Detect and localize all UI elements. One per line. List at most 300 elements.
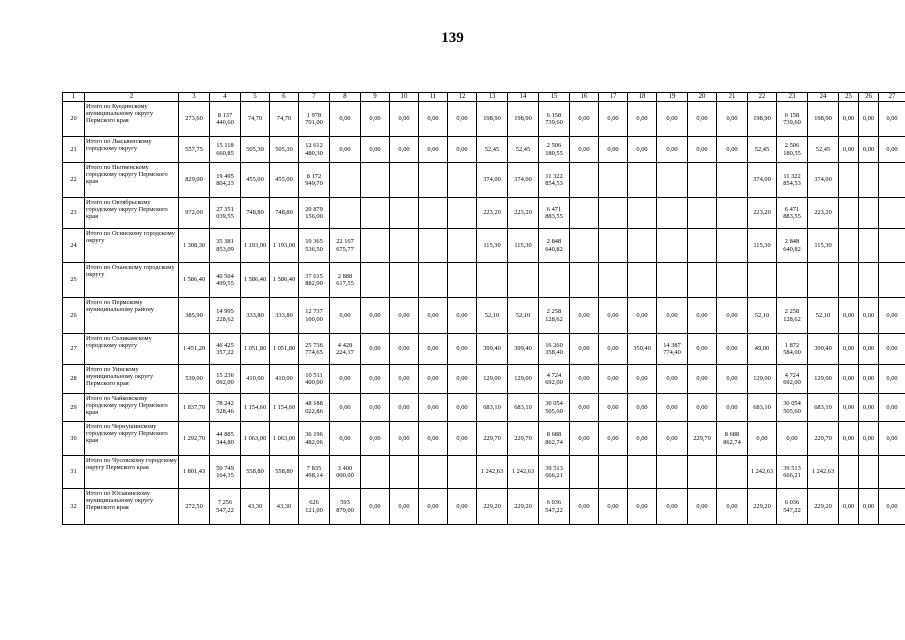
table-cell: 0,00 [628,422,657,456]
table-cell: 0,00 [390,422,419,456]
table-cell [628,456,657,489]
table-cell [390,229,419,263]
table-cell [628,163,657,198]
table-cell [859,163,879,198]
table-cell: 2 258 128,62 [539,298,570,334]
column-header: 14 [508,93,539,102]
table-cell: 0,00 [448,365,477,394]
table-row [63,422,905,456]
table-cell: 52,10 [748,298,777,334]
table-cell [717,163,748,198]
table-cell: 410,00 [270,365,299,394]
table-cell [717,198,748,229]
column-header: 24 [808,93,839,102]
table-cell: 0,00 [717,489,748,525]
table-cell: 0,00 [717,102,748,137]
table-cell [361,456,390,489]
table-cell: 1 051,80 [241,334,270,365]
row-number-cell: 26 [63,298,85,334]
table-cell: 129,00 [477,365,508,394]
row-number-cell: 27 [63,334,85,365]
table-cell [570,263,599,298]
table-cell [419,456,448,489]
table-cell: 748,80 [270,198,299,229]
table-cell: 46 425 357,22 [210,334,241,365]
table-cell: 36 196 482,06 [299,422,330,456]
table-cell: 15 236 092,00 [210,365,241,394]
table-cell: 385,90 [179,298,210,334]
table-cell: 0,00 [599,422,628,456]
table-cell: 6 036 547,22 [777,489,808,525]
table-row [63,365,905,394]
table-cell: 115,30 [477,229,508,263]
table-cell: 78 242 528,46 [210,394,241,422]
table-cell [448,163,477,198]
table-cell [361,263,390,298]
table-cell: 350,40 [628,334,657,365]
table-cell: 0,00 [879,489,905,525]
table-cell: 0,00 [688,102,717,137]
table-cell: 0,00 [390,298,419,334]
table-cell [419,263,448,298]
table-cell [599,229,628,263]
table-cell: 129,00 [508,365,539,394]
table-cell: 2 848 640,82 [539,229,570,263]
table-cell: 52,45 [748,137,777,163]
table-cell: 0,00 [657,102,688,137]
table-cell: 0,00 [839,334,859,365]
table-cell: 1 154,60 [241,394,270,422]
column-header: 17 [599,93,628,102]
column-header: 7 [299,93,330,102]
table-cell: 3 400 000,00 [330,456,361,489]
table-cell: 115,30 [748,229,777,263]
table-cell: 0,00 [448,334,477,365]
table-cell [839,263,859,298]
table-cell: 0,00 [879,102,905,137]
table-cell: 0,00 [717,334,748,365]
table-cell: 0,00 [839,137,859,163]
row-number-cell: 22 [63,163,85,198]
table-cell [599,163,628,198]
table-cell: 7 256 547,22 [210,489,241,525]
table-cell: 1 193,00 [241,229,270,263]
table-row [63,489,905,525]
table-cell: 0,00 [419,489,448,525]
table-cell: 410,00 [241,365,270,394]
table-cell: 223,20 [748,198,777,229]
table-cell: 0,00 [879,298,905,334]
table-cell: 0,00 [570,394,599,422]
table-cell: 52,45 [508,137,539,163]
table-cell: 0,00 [859,334,879,365]
table-cell: 8 172 949,70 [299,163,330,198]
table-cell: 0,00 [361,365,390,394]
table-cell [657,263,688,298]
table-cell: 0,00 [419,365,448,394]
table-cell: 0,00 [657,137,688,163]
table-cell: 30 054 505,60 [777,394,808,422]
table-cell: 0,00 [879,422,905,456]
table-cell [599,456,628,489]
table-cell: 52,10 [808,298,839,334]
column-header: 27 [879,93,905,102]
table-cell: 43,30 [241,489,270,525]
row-number-cell: 28 [63,365,85,394]
table-cell: 0,00 [361,298,390,334]
table-cell: 0,00 [628,489,657,525]
table-cell: 30 054 505,60 [539,394,570,422]
table-cell: 683,10 [748,394,777,422]
municipality-name-cell: Итого по Октябрьскому городскому округу Пермского края [85,198,179,229]
column-header: 3 [179,93,210,102]
table-cell: 1 451,20 [179,334,210,365]
table-cell: 0,00 [657,489,688,525]
table-cell: 333,80 [270,298,299,334]
table-cell [657,163,688,198]
table-cell: 0,00 [419,394,448,422]
row-number-cell: 24 [63,229,85,263]
table-cell: 0,00 [570,298,599,334]
column-header: 4 [210,93,241,102]
table-cell: 14 387 774,40 [657,334,688,365]
table-cell: 198,90 [748,102,777,137]
table-cell [657,198,688,229]
table-cell: 455,00 [241,163,270,198]
table-cell [628,198,657,229]
table-cell: 223,20 [808,198,839,229]
table-cell [688,198,717,229]
column-header: 23 [777,93,808,102]
table-cell: 0,00 [688,298,717,334]
row-number-cell: 30 [63,422,85,456]
table-cell: 14 995 228,62 [210,298,241,334]
table-cell: 1 872 584,00 [777,334,808,365]
table-cell [599,198,628,229]
row-number-cell: 32 [63,489,85,525]
table-cell: 4 724 692,00 [777,365,808,394]
table-cell: 0,00 [330,298,361,334]
table-cell [390,456,419,489]
table-cell: 273,60 [179,102,210,137]
table-cell: 1 292,70 [179,422,210,456]
table-cell: 0,00 [599,365,628,394]
table-cell [390,198,419,229]
table-cell [628,263,657,298]
table-cell [477,263,508,298]
table-cell: 0,00 [390,394,419,422]
table-cell: 19 495 804,23 [210,163,241,198]
table-cell [448,198,477,229]
table-cell: 0,00 [419,137,448,163]
table-cell: 37 615 882,00 [299,263,330,298]
table-cell: 1 242,63 [808,456,839,489]
table-cell: 0,00 [570,422,599,456]
table-cell: 0,00 [570,489,599,525]
table-cell: 0,00 [628,137,657,163]
table-cell: 8 688 862,74 [717,422,748,456]
table-cell: 0,00 [599,298,628,334]
table-cell [330,163,361,198]
column-header: 9 [361,93,390,102]
table-cell: 0,00 [657,394,688,422]
table-cell: 223,20 [508,198,539,229]
table-cell: 505,30 [241,137,270,163]
table-cell: 0,00 [859,137,879,163]
table-cell: 22 167 675,77 [330,229,361,263]
table-cell: 1 063,00 [241,422,270,456]
table-cell: 52,10 [477,298,508,334]
page-number: 139 [441,30,464,46]
table-cell: 198,90 [477,102,508,137]
table-cell: 539,00 [179,365,210,394]
table-cell: 399,40 [508,334,539,365]
table-cell: 74,70 [270,102,299,137]
table-cell: 229,20 [748,489,777,525]
header-row [63,93,905,102]
table-cell: 0,00 [879,137,905,163]
table-row [63,229,905,263]
table-row [63,298,905,334]
row-number-cell: 20 [63,102,85,137]
row-number-cell: 29 [63,394,85,422]
table-cell: 198,90 [808,102,839,137]
table-cell [657,229,688,263]
municipality-name-cell: Итого по Юсьвинскому муниципальному округу Пермского края [85,489,179,525]
table-cell: 115,30 [508,229,539,263]
table-cell [879,263,905,298]
table-cell: 0,00 [419,102,448,137]
table-cell: 0,00 [657,422,688,456]
table-cell: 1 978 701,00 [299,102,330,137]
column-header: 6 [270,93,299,102]
table-cell [628,229,657,263]
table-cell [879,456,905,489]
table-cell: 50 749 164,35 [210,456,241,489]
table-cell: 43,30 [270,489,299,525]
table-cell: 6 036 547,22 [539,489,570,525]
table-cell [508,263,539,298]
row-number-cell: 25 [63,263,85,298]
table-cell: 8 137 440,60 [210,102,241,137]
table-cell: 972,00 [179,198,210,229]
table-row [63,456,905,489]
table-cell [688,229,717,263]
table-cell: 0,00 [628,365,657,394]
table-cell: 558,80 [241,456,270,489]
table-cell: 0,00 [361,489,390,525]
table-cell: 0,00 [330,394,361,422]
table-cell: 2 258 128,62 [777,298,808,334]
table-cell: 1 063,00 [270,422,299,456]
table-cell: 40 504 499,55 [210,263,241,298]
table-cell: 10 511 400,00 [299,365,330,394]
table-cell [839,163,859,198]
table-cell [879,198,905,229]
column-header: 19 [657,93,688,102]
table-cell: 10 365 536,50 [299,229,330,263]
table-cell: 39 513 666,21 [777,456,808,489]
table-cell: 0,00 [717,365,748,394]
table-cell: 6 471 883,55 [539,198,570,229]
table-cell: 2 848 640,82 [777,229,808,263]
table-row [63,198,905,229]
table-row [63,163,905,198]
table-cell: 0,00 [628,298,657,334]
table-cell: 0,00 [448,137,477,163]
table-cell: 11 322 854,53 [777,163,808,198]
table-cell [419,198,448,229]
table-cell [448,229,477,263]
table-cell: 52,45 [477,137,508,163]
table-cell: 0,00 [570,102,599,137]
table-cell: 374,00 [808,163,839,198]
table-cell: 0,00 [688,394,717,422]
table-cell: 505,30 [270,137,299,163]
table-cell: 1 586,40 [270,263,299,298]
column-header: 1 [63,93,85,102]
municipality-name-cell: Итого по Уинскому муниципальному округу Пермского края [85,365,179,394]
column-header: 5 [241,93,270,102]
table-cell: 0,00 [599,394,628,422]
municipality-name-cell: Итого по Куединскому муниципальному округу Пермского края [85,102,179,137]
table-cell: 0,00 [839,298,859,334]
table-cell [859,456,879,489]
column-header: 25 [839,93,859,102]
table-cell: 8 688 862,74 [539,422,570,456]
column-header: 8 [330,93,361,102]
table-cell: 1 801,43 [179,456,210,489]
table-cell: 0,00 [688,365,717,394]
table-cell: 129,00 [808,365,839,394]
table-cell [570,229,599,263]
table-cell: 0,00 [448,489,477,525]
table-cell: 44 885 344,80 [210,422,241,456]
table-cell [390,163,419,198]
table-cell: 0,00 [859,394,879,422]
table-cell: 0,00 [448,394,477,422]
municipality-name-cell: Итого по Лысьвенскому городскому округу [85,137,179,163]
table-cell: 198,90 [508,102,539,137]
table-cell: 0,00 [330,365,361,394]
table-cell: 25 736 774,65 [299,334,330,365]
table-cell: 455,00 [270,163,299,198]
table-cell: 0,00 [688,489,717,525]
column-header: 13 [477,93,508,102]
table-cell [717,229,748,263]
table-cell: 0,00 [859,489,879,525]
table-cell [361,198,390,229]
table-cell [839,198,859,229]
table-cell: 0,00 [599,489,628,525]
municipality-name-cell: Итого по Чайковскому городскому округу Пермского края [85,394,179,422]
table-cell: 374,00 [748,163,777,198]
municipality-name-cell: Итого по Осинскому городскому округу [85,229,179,263]
municipality-name-cell: Итого по Соликамскому городскому округу [85,334,179,365]
table-cell: 0,00 [570,137,599,163]
table-cell: 7 835 498,14 [299,456,330,489]
table-cell: 2 506 180,55 [539,137,570,163]
table-cell: 11 322 854,53 [539,163,570,198]
table-cell: 6 158 739,60 [539,102,570,137]
table-cell [839,456,859,489]
table-cell: 1 242,63 [508,456,539,489]
table-cell: 1 586,40 [179,263,210,298]
column-header: 21 [717,93,748,102]
table-cell: 16 260 358,40 [539,334,570,365]
table-cell: 2 506 180,55 [777,137,808,163]
table-cell: 229,70 [477,422,508,456]
table-cell: 0,00 [390,137,419,163]
table-cell: 0,00 [859,102,879,137]
table-cell: 0,00 [419,334,448,365]
table-cell [688,163,717,198]
row-number-cell: 23 [63,198,85,229]
table-cell: 748,80 [241,198,270,229]
table-cell [330,198,361,229]
table-cell: 0,00 [361,102,390,137]
table-cell: 399,40 [477,334,508,365]
column-header: 11 [419,93,448,102]
table-cell [599,263,628,298]
table-cell: 557,75 [179,137,210,163]
table-cell: 0,00 [859,298,879,334]
table-cell: 0,00 [859,422,879,456]
table-cell: 0,00 [361,137,390,163]
table-cell: 35 381 853,09 [210,229,241,263]
table-row [63,394,905,422]
table-cell: 0,00 [688,334,717,365]
table-cell [839,229,859,263]
table-cell [859,229,879,263]
table-cell [717,456,748,489]
column-header: 16 [570,93,599,102]
municipality-name-cell: Итого по Оханскому городскому округу [85,263,179,298]
table-cell: 1 154,60 [270,394,299,422]
table-cell: 20 879 156,00 [299,198,330,229]
table-cell: 0,00 [570,334,599,365]
table-cell: 1 242,63 [748,456,777,489]
municipality-name-cell: Итого по Пермскому муниципальному району [85,298,179,334]
table-cell: 1 051,80 [270,334,299,365]
table-cell: 0,00 [390,489,419,525]
column-header: 22 [748,93,777,102]
column-header: 12 [448,93,477,102]
table-cell: 229,20 [477,489,508,525]
table-cell: 1 193,00 [270,229,299,263]
table-cell: 229,20 [508,489,539,525]
table-cell: 0,00 [361,422,390,456]
table-cell [419,163,448,198]
table-cell: 0,00 [390,334,419,365]
table-cell [448,456,477,489]
table-cell: 229,20 [808,489,839,525]
table-cell: 374,00 [477,163,508,198]
table-cell: 12 737 100,00 [299,298,330,334]
table-cell: 0,00 [599,102,628,137]
table-cell: 0,00 [688,137,717,163]
municipality-name-cell: Итого по Нытвенскому городскому округу Пермского края [85,163,179,198]
table-cell: 6 471 883,55 [777,198,808,229]
column-header: 15 [539,93,570,102]
table-cell: 683,10 [808,394,839,422]
table-cell [539,263,570,298]
table-row [63,334,905,365]
table-cell: 0,00 [419,422,448,456]
table-cell: 0,00 [879,365,905,394]
table-cell: 558,80 [270,456,299,489]
table-row [63,102,905,137]
